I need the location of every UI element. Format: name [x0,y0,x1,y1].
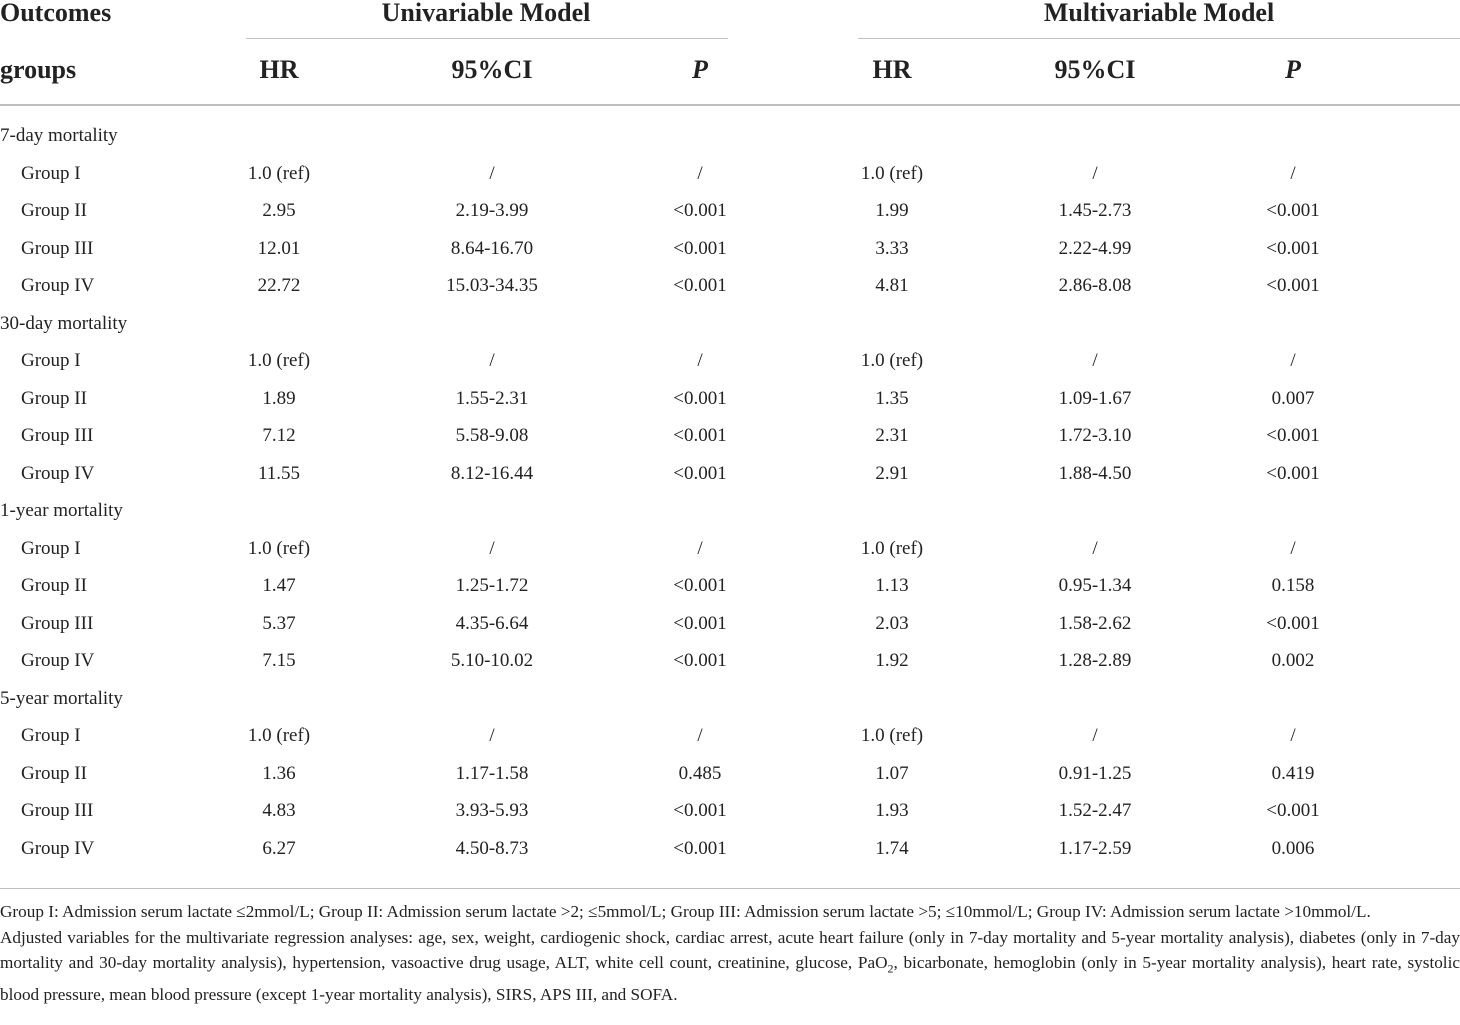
cell-group: Group II [21,575,87,596]
cell-m-ci: 0.91-1.25 [1058,762,1132,784]
header-m-ci: 95%CI [1054,55,1136,84]
cell-m-ci: 1.52-2.47 [1058,800,1132,821]
cell-group: Group IV [21,275,95,296]
cell-m-hr: 1.99 [875,200,909,221]
cell-m-hr: 1.0 (ref) [860,725,924,746]
cell-m-ci: 1.17-2.59 [1058,837,1132,859]
cell-u-p: <0.001 [673,275,727,296]
cell-u-hr: 1.89 [262,387,296,409]
cell-u-p: <0.001 [673,650,727,671]
header-univariable-model: Univariable Model [381,0,591,27]
cell-m-ci: 2.86-8.08 [1058,275,1132,296]
cell-u-hr: 6.27 [262,837,296,859]
cell-m-p: <0.001 [1266,275,1320,296]
cell-m-hr: 1.0 (ref) [860,350,924,371]
cell-group: Group IV [21,837,95,859]
table-footnotes [0,899,1460,1007]
cell-m-ci: 1.58-2.62 [1058,612,1132,634]
cell-group: Group I [21,537,81,559]
cell-m-ci: 2.22-4.99 [1058,237,1132,259]
cell-m-hr: 3.33 [875,237,909,259]
cell-u-hr: 7.15 [262,650,296,671]
header-m-p: P [1285,55,1301,84]
section-title: 1-year mortality [0,500,123,521]
cell-u-p: <0.001 [673,837,727,859]
cell-u-ci: 5.58-9.08 [455,425,529,446]
cell-group: Group IV [21,650,95,671]
cell-m-p: 0.006 [1271,837,1315,859]
cell-m-p: <0.001 [1266,612,1320,634]
cell-m-hr: 1.0 (ref) [860,537,924,559]
cell-m-hr: 1.92 [875,650,909,671]
cell-u-ci: 1.55-2.31 [455,387,529,409]
cell-group: Group I [21,162,81,184]
cell-m-ci: 1.72-3.10 [1058,425,1132,446]
header-u-ci: 95%CI [451,55,533,84]
cell-group: Group II [21,762,87,784]
footnote-adjusted-text: Adjusted variables for the multivariate regression analyses: age, sex, weight, cardiogenic shock, cardiac arrest, acute heart failure (only in 7-day mortality and 5-year mortality analysis), diabetes (only in 7-day mortality and 30-day mortality analysis), hypertension, vasoactive drug usage, ALT, white cell count, creatinine, glucose, PaO [0,927,1460,972]
cell-m-p: <0.001 [1266,425,1320,446]
cell-group: Group III [21,425,94,446]
header-outcomes: Outcomes [0,0,112,27]
univariable-underline [246,38,728,39]
cell-u-hr: 7.12 [262,425,296,446]
header-multivariable-model: Multivariable Model [1043,0,1275,27]
cell-u-hr: 1.0 (ref) [247,725,311,746]
cell-m-hr: 1.35 [875,387,909,409]
cell-u-ci: 3.93-5.93 [455,800,529,821]
cell-group: Group II [21,387,87,409]
cell-m-ci: 1.28-2.89 [1058,650,1132,671]
cell-u-ci: / [489,537,495,559]
footnote-group-definitions: Group I: Admission serum lactate ≤2mmol/L; Group II: Admission serum lactate >2; ≤5mmol/L; Group III: Admission serum lactate >5; ≤10mmol/L; Group IV: Admission serum lactate >10mmol/L. [0,902,1371,921]
table-bottom-rule [0,888,1460,889]
header-m-hr: HR [872,55,912,84]
cell-u-p: <0.001 [673,237,727,259]
cell-u-p: <0.001 [673,575,727,596]
section-title: 7-day mortality [0,125,118,146]
cell-m-p: / [1290,350,1296,371]
cell-u-hr: 4.83 [262,800,296,821]
cell-u-ci: 4.50-8.73 [455,837,529,859]
header-u-p: P [692,55,708,84]
cell-u-p: / [697,725,703,746]
cell-u-p: <0.001 [673,387,727,409]
cell-group: Group III [21,800,94,821]
header-bottom-rule [0,104,1460,106]
footnote-adjusted-text-end: , bicarbonate, hemoglobin (only in 5-year mortality analysis), heart rate, systolic blood pressure, mean blood pressure (except 1-year mortality analysis), SIRS, APS III, and SOFA. [0,953,1460,1004]
cell-u-hr: 12.01 [257,237,301,259]
cell-u-p: <0.001 [673,612,727,634]
cell-m-ci: / [1092,350,1098,371]
cell-m-hr: 1.07 [875,762,909,784]
cell-m-hr: 2.31 [875,425,909,446]
cell-m-ci: 1.45-2.73 [1058,200,1132,221]
cell-m-p: <0.001 [1266,800,1320,821]
cell-m-p: 0.158 [1271,575,1315,596]
cell-u-hr: 5.37 [262,612,296,634]
cell-m-p: <0.001 [1266,237,1320,259]
cell-group: Group I [21,350,81,371]
cell-u-hr: 1.0 (ref) [247,162,311,184]
cell-u-p: / [697,162,703,184]
cell-u-ci: 5.10-10.02 [450,650,534,671]
multivariable-underline [858,38,1460,39]
cell-m-hr: 2.03 [875,612,909,634]
cell-u-p: <0.001 [673,200,727,221]
cell-u-ci: 1.25-1.72 [455,575,529,596]
cell-m-p: 0.419 [1271,762,1315,784]
cell-u-ci: / [489,350,495,371]
cell-m-hr: 1.74 [875,837,909,859]
cell-u-p: / [697,350,703,371]
cell-u-p: 0.485 [678,762,722,784]
cell-m-p: / [1290,162,1296,184]
cell-m-hr: 1.0 (ref) [860,162,924,184]
cell-u-hr: 11.55 [257,462,301,484]
cell-m-p: <0.001 [1266,200,1320,221]
header-u-hr: HR [259,55,299,84]
cell-m-p: / [1290,725,1296,746]
cell-u-ci: 1.17-1.58 [455,762,529,784]
cell-m-p: / [1290,537,1296,559]
cell-u-hr: 1.0 (ref) [247,350,311,371]
section-title: 5-year mortality [0,687,123,709]
header-groups: groups [0,55,77,84]
cell-m-ci: 0.95-1.34 [1058,575,1132,596]
cell-m-p: 0.007 [1271,387,1315,409]
cell-group: Group I [21,725,81,746]
cell-m-ci: / [1092,537,1098,559]
cell-u-ci: 4.35-6.64 [455,612,529,634]
cell-m-hr: 1.93 [875,800,909,821]
cell-u-ci: 8.64-16.70 [450,237,534,259]
cell-m-ci: / [1092,725,1098,746]
cell-u-ci: 2.19-3.99 [455,200,529,221]
cell-m-hr: 4.81 [875,275,909,296]
footnote-adjusted-variables [0,925,1460,1008]
cell-group: Group IV [21,462,95,484]
cell-u-ci: 15.03-34.35 [446,275,538,296]
cell-u-p: <0.001 [673,425,727,446]
cell-m-ci: / [1092,162,1098,184]
cell-m-p: <0.001 [1266,462,1320,484]
footnote-subscript: 2 [887,961,894,976]
cell-u-ci: 8.12-16.44 [450,462,534,484]
cell-u-hr: 1.0 (ref) [247,537,311,559]
cell-u-p: / [697,537,703,559]
cell-u-p: <0.001 [673,800,727,821]
cell-m-hr: 1.13 [875,575,909,596]
cell-m-hr: 2.91 [875,462,909,484]
cell-group: Group III [21,612,94,634]
cell-u-hr: 2.95 [262,200,296,221]
cell-u-hr: 22.72 [257,275,301,296]
cell-u-p: <0.001 [673,462,727,484]
cell-u-ci: / [489,162,495,184]
cell-u-ci: / [489,725,495,746]
section-title: 30-day mortality [0,312,128,334]
cell-group: Group II [21,200,87,221]
cell-group: Group III [21,237,94,259]
cell-m-p: 0.002 [1271,650,1315,671]
cell-m-ci: 1.09-1.67 [1058,387,1132,409]
cell-u-hr: 1.36 [262,762,296,784]
cell-m-ci: 1.88-4.50 [1058,462,1132,484]
cell-u-hr: 1.47 [262,575,296,596]
